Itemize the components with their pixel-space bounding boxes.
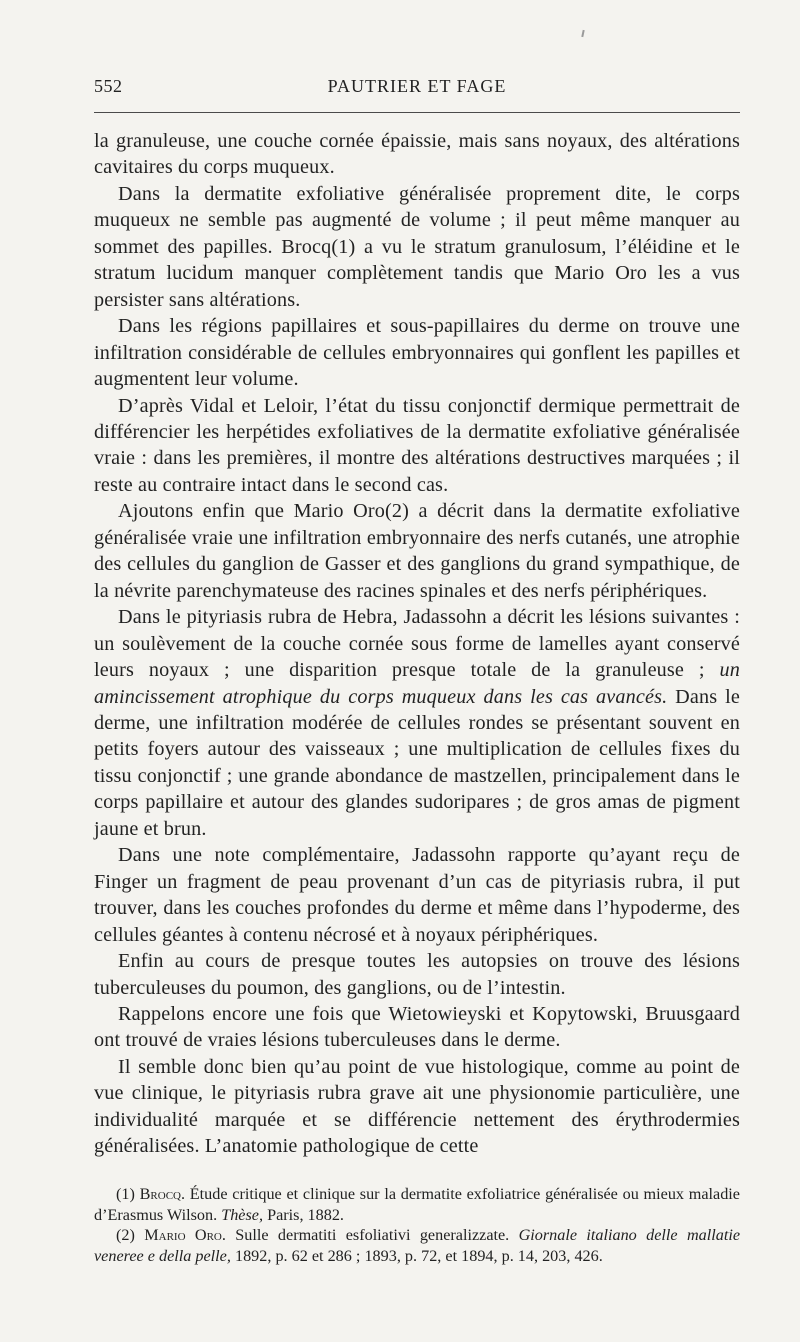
footnotes (94, 1184, 740, 1266)
paragraph: Dans la dermatite exfoliative généralisée proprement dite, le corps muqueux ne semble pas augmenté de volume ; il peut même manquer au sommet des papilles. Brocq(1) a vu le stratum granulosum, l’éléidine et le stratum lucidum manquer complètement tandis que Mario Oro les a vus persister sans altérations. (94, 182, 740, 311)
paragraph: Enfin au cours de presque toutes les autopsies on trouve des lésions tuberculeuses du poumon, des ganglions, ou de l’intestin. (94, 950, 740, 999)
header-rule (94, 112, 740, 113)
paragraph-text: Dans le pityriasis rubra de Hebra, Jadassohn a décrit les lésions suivantes : un soulèvement de la couche cornée sous forme de lamelles ayant conservé leurs noyaux ; une disparition presque totale de la granuleuse ; (94, 606, 740, 682)
footnote-text: Sulle dermatiti esfoliativi generalizzate. (225, 1226, 519, 1244)
footnote-marker: (1) (116, 1185, 140, 1203)
footnote-text: Étude critique et clinique sur la dermatite exfoliatrice généralisée ou mieux maladie d’Erasmus Wilson. (94, 1185, 740, 1224)
footnote-text: 1892, p. 62 et 286 ; 1893, p. 72, et 1894, p. 14, 203, 426. (230, 1246, 603, 1265)
footnote-2 (94, 1225, 740, 1266)
running-title: PAUTRIER ET FAGE (327, 76, 507, 96)
paragraph-continued: la granuleuse, une couche cornée épaissie, mais sans noyaux, des altérations cavitaires du corps muqueux. (94, 130, 740, 179)
paragraph: D’après Vidal et Leloir, l’état du tissu conjonctif dermique permettrait de différencier les herpétides exfoliatives de la dermatite exfoliative généralisée vraie : dans les premières, il montre des altérations destructives marquées ; il reste au contraire intact dans le second cas. (94, 394, 740, 496)
footnote-text: Paris, 1882. (263, 1205, 344, 1224)
footnote-marker: (2) (116, 1226, 145, 1244)
paragraph: Dans une note complémentaire, Jadassohn rapporte qu’ayant reçu de Finger un fragment de peau provenant d’un cas de pityriasis rubra, il put trouver, dans les couches profondes du derme et même dans l’hypoderme, des cellules géantes à contenu nécrosé et à noyaux périphériques. (94, 844, 740, 946)
body-text (94, 128, 740, 1160)
paragraph-text: Dans le derme, une infiltration modérée de cellules rondes se présentant souvent en petits foyers autour des vaisseaux ; une multiplication de cellules fixes du tissu conjonctif ; une grande abondance de mastzellen, principalement dans le corps papillaire et autour des glandes sudoripares ; de gros amas de pigment jaune et brun. (94, 685, 740, 840)
paragraph: Dans les régions papillaires et sous-papillaires du derme on trouve une infiltration considérable de cellules embryonnaires qui gonflent les papilles et augmentent leur volume. (94, 315, 740, 391)
stray-ink-mark (581, 30, 584, 37)
footnote-author: Brocq. (139, 1185, 186, 1203)
running-header (94, 76, 740, 100)
paragraph: Rappelons encore une fois que Wietowieyski et Kopytowski, Bruusgaard ont trouvé de vraies lésions tuberculeuses dans le derme. (94, 1002, 740, 1052)
footnote-author: Mario Oro. (144, 1226, 226, 1244)
footnote-1 (94, 1184, 740, 1225)
page-number: 552 (94, 76, 123, 96)
paragraph (94, 604, 740, 842)
footnote-italic: Thèse, (221, 1205, 264, 1224)
italic-phrase: un amincissement atrophique du corps muqueux dans les cas avancés. (94, 659, 740, 708)
paragraph: Ajoutons enfin que Mario Oro(2) a décrit dans la dermatite exfoliative généralisée vraie une infiltration embryonnaire des nerfs cutanés, une atrophie des cellules du ganglion de Gasser et des ganglions du grand sympathique, de la névrite parenchymateuse des racines spinales et des nerfs périphériques. (94, 500, 740, 602)
paragraph: Il semble donc bien qu’au point de vue histologique, comme au point de vue clinique, le pityriasis rubra grave ait une physionomie particulière, une individualité marquée et se différencie nettement des érythrodermies généralisées. L’anatomie pathologique de cette (94, 1055, 740, 1158)
footnote-italic: Giornale italiano delle mallatie veneree e della pelle, (94, 1226, 741, 1265)
